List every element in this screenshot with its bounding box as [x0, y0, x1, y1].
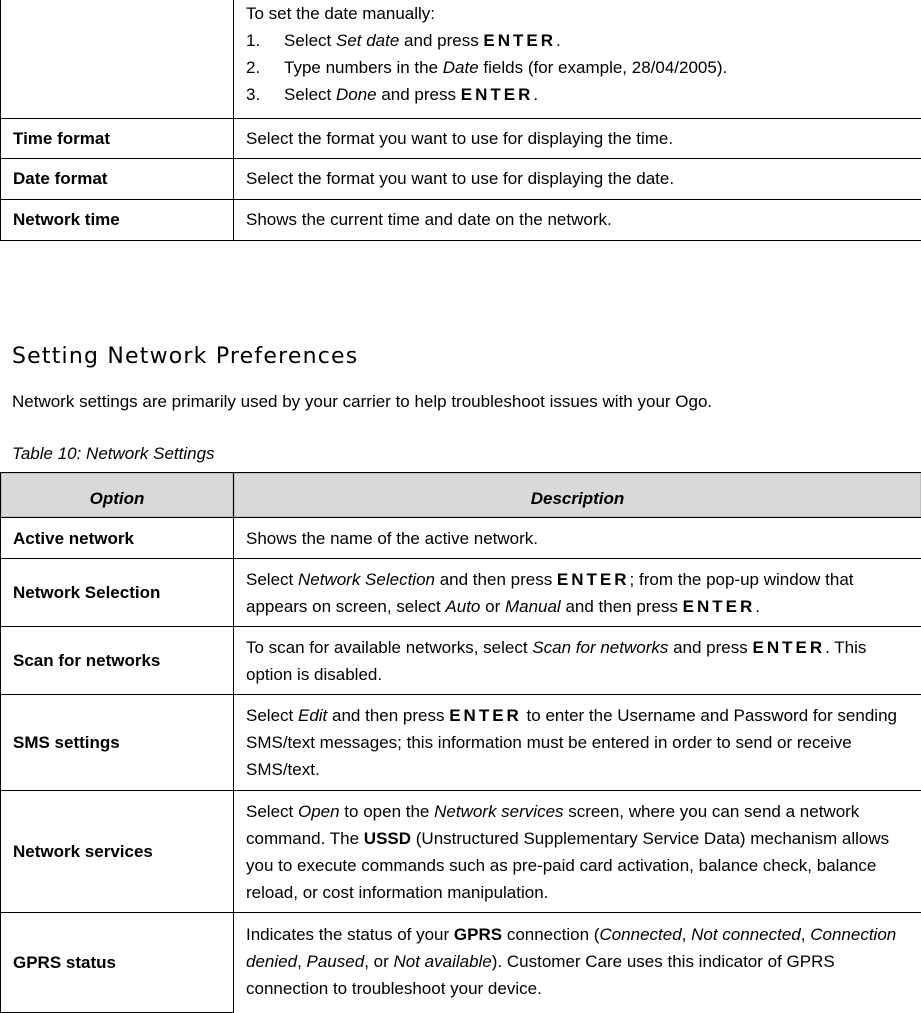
option-cell: Network services	[1, 791, 234, 913]
description-cell: Select the format you want to use for displaying the time.	[234, 118, 921, 158]
description-cell	[234, 0, 921, 118]
description-header: Description	[234, 473, 921, 518]
table-row	[1, 0, 921, 118]
table-row	[1, 559, 921, 627]
description-cell: Indicates the status of your GPRS connection (Connected, Not connected, Connection denied, Paused, or Not available). Customer Care uses this indicator of GPRS connection to troubleshoot your device.	[234, 913, 921, 1013]
table-row	[1, 158, 921, 199]
enter-key: ENTER	[483, 31, 556, 50]
intro-paragraph: Network settings are primarily used by your carrier to help troubleshoot issues with your Ogo.	[12, 392, 712, 412]
table-caption: Table 10: Network Settings	[12, 444, 215, 464]
table-row	[1, 913, 921, 1013]
enter-key: ENTER	[752, 638, 825, 657]
table-row	[1, 695, 921, 791]
option-cell: Date format	[1, 158, 234, 199]
table-row	[1, 518, 921, 559]
option-cell: Scan for networks	[1, 627, 234, 695]
enter-key: ENTER	[683, 597, 756, 616]
date-time-settings-table	[0, 0, 921, 241]
option-cell	[1, 0, 234, 118]
option-header: Option	[1, 473, 234, 518]
option-cell: Time format	[1, 118, 234, 158]
table-row	[1, 199, 921, 240]
option-cell: GPRS status	[1, 913, 234, 1013]
table-row	[1, 118, 921, 158]
description-cell: To scan for available networks, select Scan for networks and press ENTER. This option is disabled.	[234, 627, 921, 695]
option-cell: Network Selection	[1, 559, 234, 627]
table-row	[1, 627, 921, 695]
description-cell: Select Network Selection and then press ENTER; from the pop-up window that appears on screen, select Auto or Manual and then press ENTER.	[234, 559, 921, 627]
description-cell: Select Edit and then press ENTER to enter the Username and Password for sending SMS/text messages; this information must be entered in order to send or receive SMS/text.	[234, 695, 921, 791]
manual-intro: To set the date manually:	[246, 0, 913, 27]
list-item: 1. Select Set date and press ENTER.	[246, 27, 913, 54]
description-cell: Shows the current time and date on the network.	[234, 199, 921, 240]
enter-key: ENTER	[557, 570, 630, 589]
description-cell: Select Open to open the Network services screen, where you can send a network command. The USSD (Unstructured Supplementary Service Data) mechanism allows you to execute commands such as pre-paid card activation, balance check, balance reload, or cost information manipulation.	[234, 791, 921, 913]
table-row	[1, 791, 921, 913]
section-title: Setting Network Preferences	[12, 344, 358, 369]
option-cell: SMS settings	[1, 695, 234, 791]
description-cell: Select the format you want to use for displaying the date.	[234, 158, 921, 199]
list-item: 2. Type numbers in the Date fields (for example, 28/04/2005).	[246, 54, 913, 81]
enter-key: ENTER	[461, 85, 534, 104]
table-header-row	[1, 473, 921, 518]
option-cell: Active network	[1, 518, 234, 559]
option-cell: Network time	[1, 199, 234, 240]
steps-list	[246, 27, 913, 108]
list-item: 3. Select Done and press ENTER.	[246, 81, 913, 108]
enter-key: ENTER	[449, 706, 522, 725]
description-cell: Shows the name of the active network.	[234, 518, 921, 559]
network-settings-table	[0, 472, 921, 1013]
